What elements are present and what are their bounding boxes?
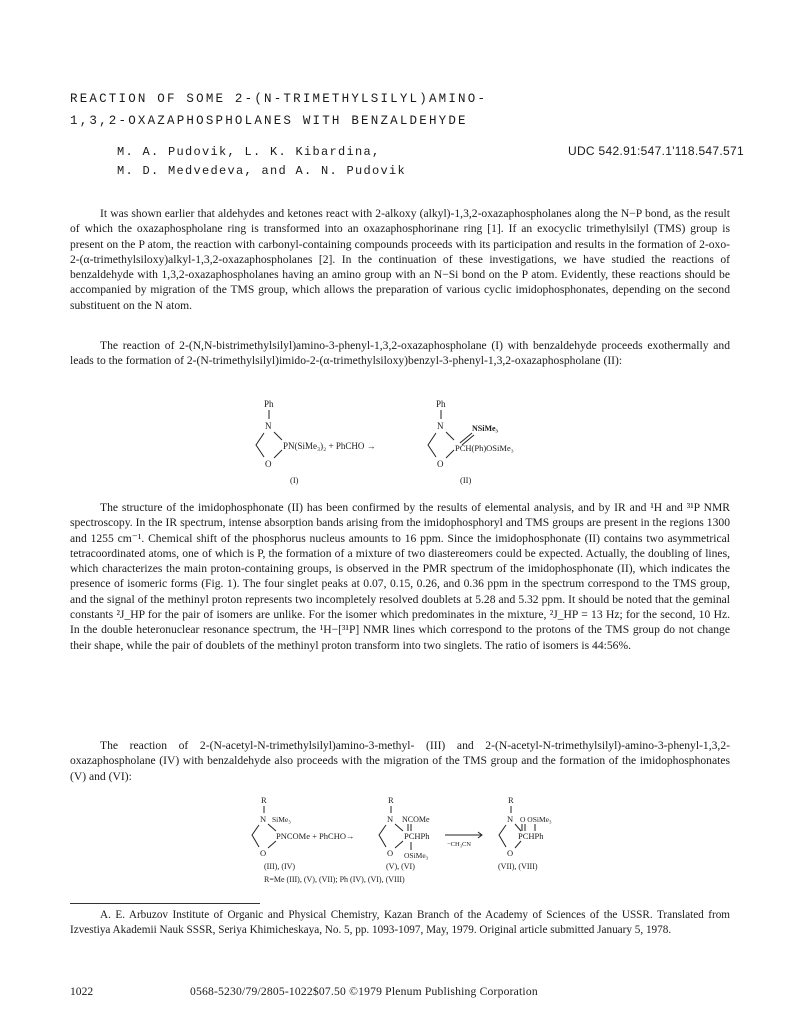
paragraph-3-text: The structure of the imidophosphonate (II) has been confirmed by the results of elemental analysis, and by IR and ¹H and ³¹P NMR spectroscopy. In the IR spectrum, intense absorption bands arising from the imidophosphoryl and TMS groups are present in the regions 1300 and 1255 cm⁻¹. Chemical shift of the phosphorus nucleus amounts to 16 ppm. Since the imidophosphonate (II) contains two asymmetrical tetracoordinated atoms, one of which is P, the formation of a mixture of two diastereomers could be expected. Actually, the doubling of lines, which characterizes the main proton-containing groups, is observed in the PMR spectrum of the imidophosphonate (II), which indicates the presence of isomeric forms (Fig. 1). The four singlet peaks at 0.07, 0.15, 0.26, and 0.36 ppm in the spectrum correspond to the TMS group, and the signal of the methinyl proton represents two incompletely resolved doublets at 5.28 and 5.32 ppm. It should be noted that the geminal constants ²J_HP for the pair of isomers are unlike. For the isomer which predominates in the mixture, ²J_HP = 13 Hz; for the second, 10 Hz. In the double heteronuclear resonance spectrum, the ¹H−[³¹P] NMR lines which correspond to the protons of the TMS group do not change their shape, while the pair of doublets of the methinyl proton transform into two singlets. The ratio of isomers is 44:56%. (70, 501, 730, 652)
scheme2-r-definition: R=Me (III), (V), (VII); Ph (IV), (VI), (VIII) (264, 875, 405, 884)
scheme2-label-vii-viii: (VII), (VIII) (498, 862, 538, 871)
paragraph-2 (70, 338, 730, 369)
scheme1-nsime3: NSiMe₃ (472, 424, 498, 433)
scheme2-n1: N (260, 814, 267, 824)
scheme2-n3: N (507, 814, 514, 824)
scheme2-osime3-2: OSiMe₃ (404, 851, 429, 860)
footnote-text: A. E. Arbuzov Institute of Organic and Physical Chemistry, Kazan Branch of the Academy of Sciences of the USSR. Translated from Izvestiya Akademii Nauk SSSR, Seriya Khimicheskaya, No. 5, pp. 1093-1097, May, 1979. Original article submitted January 5, 1978. (70, 909, 730, 936)
paragraph-3 (70, 500, 730, 653)
scheme1-ph-left: Ph (264, 399, 274, 409)
ring-2-side (379, 825, 386, 847)
scheme1-pn-group: PN(SiMe₃)₂ + PhCHO → (283, 441, 376, 451)
reaction-scheme-1 (250, 395, 570, 487)
scheme1-o-left: O (265, 459, 272, 469)
scheme2-label-iii-iv: (III), (IV) (264, 862, 296, 871)
copyright-line: 0568-5230/79/2805-1022$07.50 ©1979 Plenum Publishing Corporation (190, 985, 538, 998)
ring-3-side (499, 825, 506, 847)
bond-n-p-left (274, 432, 282, 440)
scheme2-n2: N (387, 814, 394, 824)
bond-n-p-3 (515, 824, 521, 831)
article-title (70, 88, 730, 132)
scheme2-pncome: PNCOMe + PhCHO→ (276, 831, 355, 841)
scheme1-n-right: N (437, 421, 444, 431)
bond-o-p-left (274, 450, 282, 458)
scheme1-pch-group: PCH(Ph)OSiMe₃ (455, 443, 514, 453)
udc-code: UDC 542.91:547.1'118.547.571 (568, 144, 744, 158)
scheme2-o-osime3: O OSiMe₃ (520, 815, 552, 824)
scheme2-r1: R (261, 795, 267, 805)
author-list (117, 143, 477, 181)
bond-o-p-1 (268, 841, 276, 848)
paragraph-4 (70, 738, 730, 784)
ring-right-side (428, 433, 436, 457)
ring-1-side (252, 825, 259, 847)
scheme2-label-v-vi: (V), (VI) (386, 862, 415, 871)
page-number: 1022 (70, 985, 94, 998)
scheme2-r2: R (388, 795, 394, 805)
bond-o-p-right (446, 450, 454, 458)
scheme2-o3: O (507, 848, 514, 858)
scheme2-r3: R (508, 795, 514, 805)
scheme1-label-i: (I) (290, 475, 299, 485)
bond-o-p-3 (515, 841, 521, 848)
scheme2-pchph-3: PCHPh (518, 831, 544, 841)
bond-o-p-2 (395, 841, 403, 848)
ring-left-side (256, 433, 264, 457)
scheme2-sime3-1: SiMe₃ (272, 815, 291, 824)
scheme1-n-left: N (265, 421, 272, 431)
footnote (70, 908, 730, 938)
footnote-divider (70, 903, 260, 904)
paragraph-1-text: It was shown earlier that aldehydes and ketones react with 2-alkoxy (alkyl)-1,3,2-oxazaphospholanes along the N−P bond, as the result of which the oxazaphospholane ring is transformed into an oxazaphosphorinane ring [1]. If an exocyclic trimethylsilyl (TMS) group is present on the P atom, the reaction with carbonyl-containing compounds proceeds with its participation and results in the formation of 2-oxo-2-(α-trimethylsiloxy)alkyl-1,3,2-oxazaphospholanes [2]. In the continuation of these investigations, we have studied the reactions of benzaldehyde with 1,3,2-oxazaphospholanes having an amino group with an N−Si bond on the P atom. Evidently, these reactions should be accompanied by migration of the TMS group, which allows the preparation of various cyclic imidophosphonates, depending on the second substituent on the N atom. (70, 207, 730, 312)
bond-n-p-2 (395, 824, 403, 831)
scheme2-arrow-label: −CH₃CN (447, 841, 471, 848)
authors-line-1: M. A. Pudovik, L. K. Kibardina, (117, 145, 381, 159)
scheme1-label-ii: (II) (460, 475, 472, 485)
title-line-1: REACTION OF SOME 2-(N-TRIMETHYLSILYL)AMINO- (70, 92, 488, 106)
scheme2-o1: O (260, 848, 267, 858)
paragraph-2-text: The reaction of 2-(N,N-bistrimethylsilyl)amino-3-phenyl-1,3,2-oxazaphospholane (I) with benzaldehyde proceeds exothermally and leads to the formation of 2-(N-trimethylsilyl)imido-2-(α-trimethylsiloxy)benzyl-3-phenyl-1,3,2-oxazaphospholane (II): (70, 339, 730, 368)
bond-n-p-1 (268, 824, 276, 831)
bond-n-p-right (446, 432, 454, 440)
paragraph-4-text: The reaction of 2-(N-acetyl-N-trimethylsilyl)amino-3-methyl- (III) and 2-(N-acetyl-N-trimethylsilyl)-amino-3-phenyl-1,3,2-oxazaphospholane (IV) with benzaldehyde also proceeds with the migration of the TMS group and the formation of the imidophosphonates (V) and (VI): (70, 739, 730, 783)
scheme1-ph-right: Ph (436, 399, 446, 409)
scheme2-o2: O (387, 848, 394, 858)
title-line-2: 1,3,2-OXAZAPHOSPHOLANES WITH BENZALDEHYDE (70, 114, 468, 128)
scheme2-ncome: NCOMe (402, 815, 430, 824)
paragraph-1 (70, 206, 730, 313)
scheme2-pchph-2: PCHPh (404, 831, 430, 841)
reaction-scheme-2 (250, 793, 560, 895)
scheme1-o-right: O (437, 459, 444, 469)
authors-line-2: M. D. Medvedeva, and A. N. Pudovik (117, 164, 407, 178)
